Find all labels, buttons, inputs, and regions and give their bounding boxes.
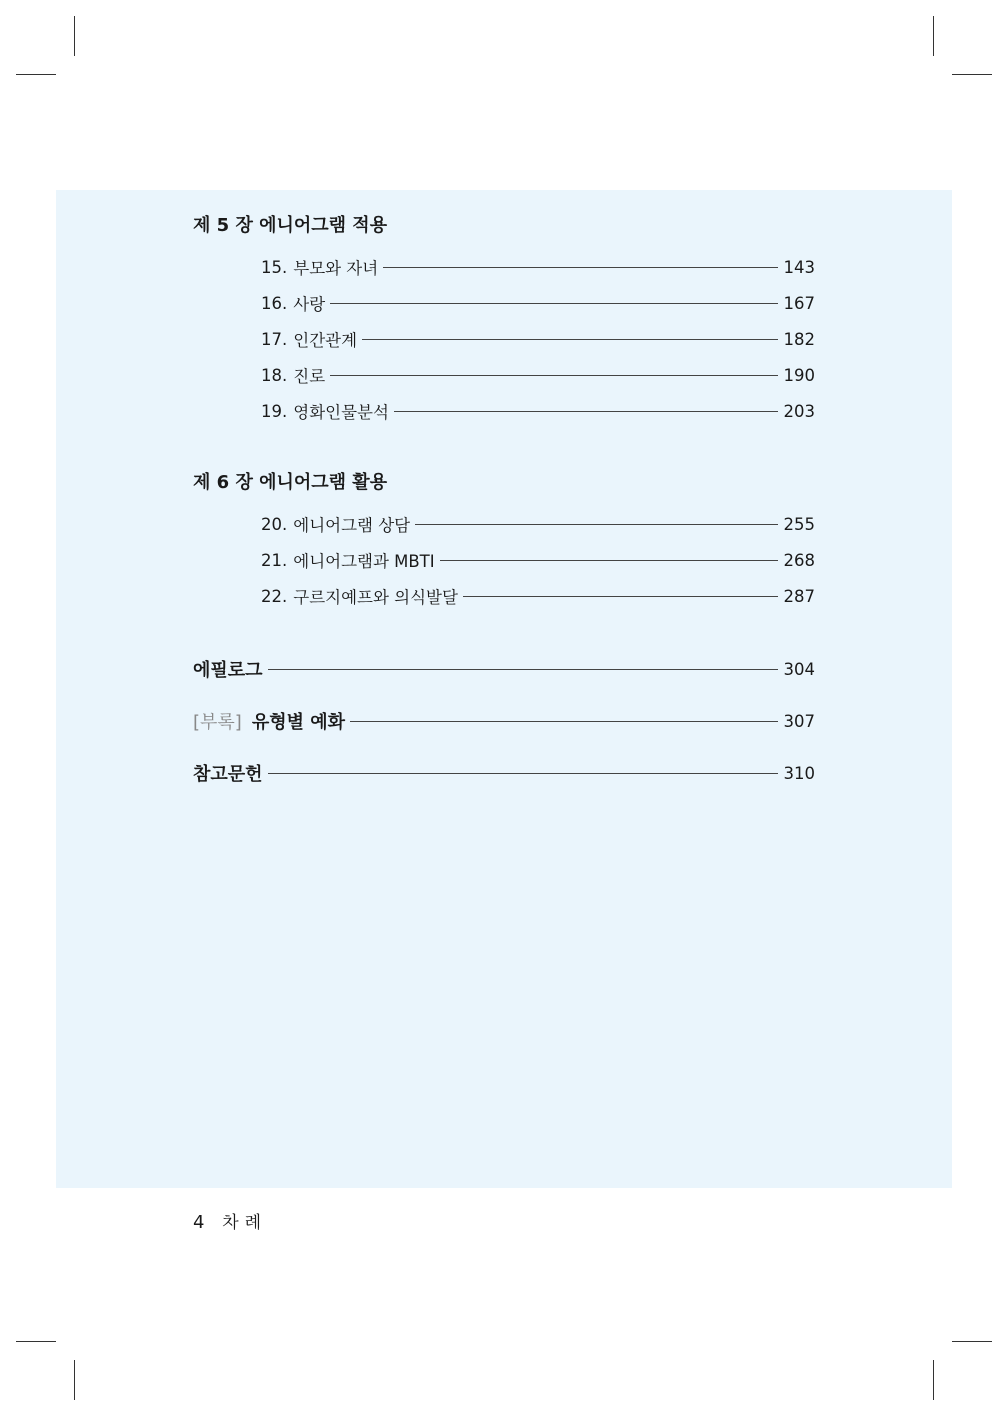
toc-entry[interactable] <box>193 542 815 578</box>
crop-mark <box>16 1341 56 1342</box>
entry-number: 21. <box>261 550 288 570</box>
crop-mark <box>74 16 75 56</box>
entry-page: 143 <box>783 257 815 277</box>
toc-entry-epilogue[interactable] <box>193 656 815 682</box>
toc-entry[interactable] <box>193 578 815 614</box>
entry-title: 유형별 예화 <box>251 712 346 733</box>
chapter-block <box>193 471 815 614</box>
crop-mark <box>16 74 56 75</box>
dot-leader <box>330 303 777 304</box>
crop-mark <box>933 1360 934 1400</box>
entry-number: 16. <box>261 293 288 313</box>
crop-mark <box>74 1360 75 1400</box>
toc-entry[interactable] <box>193 393 815 429</box>
toc-entry-appendix[interactable] <box>193 708 815 734</box>
entry-title: 인간관계 <box>293 331 358 350</box>
entry-number: 17. <box>261 329 288 349</box>
dot-leader <box>415 524 777 525</box>
entry-number: 15. <box>261 257 288 277</box>
entry-number: 19. <box>261 401 288 421</box>
entry-number: 20. <box>261 514 288 534</box>
page-footer <box>193 1208 267 1233</box>
entry-page: 190 <box>783 365 815 385</box>
entry-page: 182 <box>783 329 815 349</box>
toc-entry[interactable] <box>193 249 815 285</box>
entry-title: 진로 <box>293 367 326 386</box>
entry-number: 22. <box>261 586 288 606</box>
entry-page: 255 <box>783 514 815 534</box>
page-number: 4 <box>193 1212 205 1233</box>
entry-page: 167 <box>783 293 815 313</box>
entry-title: 사랑 <box>293 295 326 314</box>
dot-leader <box>350 721 777 722</box>
crop-mark <box>933 16 934 56</box>
toc-entry[interactable] <box>193 285 815 321</box>
dot-leader <box>394 411 778 412</box>
entry-title: 에니어그램과 MBTI <box>293 552 435 571</box>
entry-page: 307 <box>783 711 815 731</box>
entry-page: 287 <box>783 586 815 606</box>
entry-title: 영화인물분석 <box>293 403 389 422</box>
chapter-heading[interactable]: 제 5 장 에니어그램 적용 <box>193 215 388 236</box>
entry-title: 에필로그 <box>193 660 263 681</box>
entry-page: 304 <box>783 659 815 679</box>
entry-title: 부모와 자녀 <box>293 259 379 278</box>
crop-mark <box>952 1341 992 1342</box>
crop-mark <box>952 74 992 75</box>
chapter-heading[interactable]: 제 6 장 에니어그램 활용 <box>193 472 388 493</box>
dot-leader <box>268 773 778 774</box>
entry-page: 203 <box>783 401 815 421</box>
entry-title: 참고문헌 <box>193 764 263 785</box>
entry-page: 268 <box>783 550 815 570</box>
dot-leader <box>330 375 777 376</box>
entry-page: 310 <box>783 763 815 783</box>
entry-title: 구르지예프와 의식발달 <box>293 588 458 607</box>
toc-entry[interactable] <box>193 321 815 357</box>
dot-leader <box>383 267 777 268</box>
toc-entry[interactable] <box>193 506 815 542</box>
appendix-prefix: [부록] <box>193 712 242 733</box>
running-title: 차례 <box>222 1213 268 1233</box>
toc-entry[interactable] <box>193 357 815 393</box>
chapter-block <box>193 214 815 429</box>
dot-leader <box>362 339 777 340</box>
dot-leader <box>440 560 778 561</box>
toc-entry-references[interactable] <box>193 760 815 786</box>
dot-leader <box>463 596 778 597</box>
entry-title: 에니어그램 상담 <box>293 516 411 535</box>
dot-leader <box>268 669 778 670</box>
entry-number: 18. <box>261 365 288 385</box>
